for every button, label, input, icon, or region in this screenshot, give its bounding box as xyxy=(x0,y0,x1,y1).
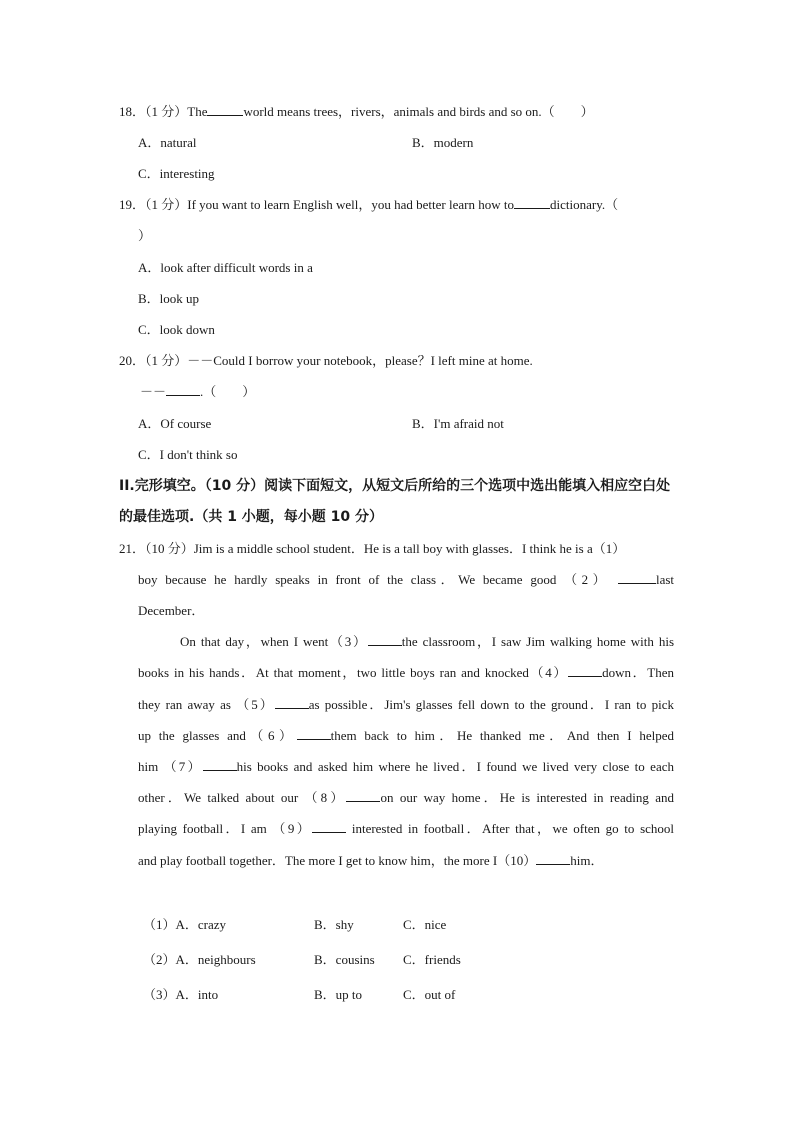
answer-blank xyxy=(536,853,570,865)
choice-3-a: （3）A．into xyxy=(143,987,219,1002)
choice-2-a: （2）A．neighbours xyxy=(143,952,256,967)
passage-line-4: On that day，when I went（3） the classroom，I saw Jim walking home with his xyxy=(180,634,675,649)
question-19-stem-end: dictionary.（ xyxy=(549,197,619,212)
passage-line-2: boy because he hardly speaks in front of the class．We became good （2） last xyxy=(138,572,675,587)
answer-blank xyxy=(568,665,602,677)
option-20-a: A．Of course xyxy=(138,416,212,431)
option-18-c: C．interesting xyxy=(138,166,215,181)
answer-blank xyxy=(203,759,237,771)
option-18-a: A．natural xyxy=(138,135,197,150)
choice-3-c: C．out of xyxy=(403,987,456,1002)
answer-blank xyxy=(312,821,346,833)
passage-line-6: they ran away as （5） as possible．Jim's glasses fell down to the ground．I ran to pick xyxy=(138,697,674,712)
passage-line-1: 21．（10 分）Jim is a middle school student．He is a tall boy with glasses．I think he is a（1） xyxy=(119,541,626,556)
question-20-response xyxy=(140,384,255,400)
question-19-stem-continuation: ） xyxy=(138,228,152,243)
passage-line-3: December． xyxy=(138,603,205,618)
answer-blank xyxy=(368,634,402,646)
response-dashes: －－ xyxy=(140,384,167,399)
answer-blank xyxy=(346,790,380,802)
answer-blank xyxy=(166,384,200,396)
choice-1-c: C．nice xyxy=(403,917,447,932)
question-19-stem-start: 19．（1 分）If you want to learn English well，you had better learn how to xyxy=(119,197,514,212)
question-18 xyxy=(119,104,594,120)
option-20-c: C．I don't think so xyxy=(138,447,238,462)
passage-line-7: up the glasses and（6） them back to him．He thanked me．And then I helped xyxy=(138,728,675,743)
passage-line-10: playing football．I am （9） interested in football．After that，we often go to school xyxy=(138,821,675,836)
question-20: 20．（1 分）－－Could I borrow your notebook，please？I left mine at home. xyxy=(119,353,533,368)
option-19-b: B．look up xyxy=(138,291,200,306)
option-18-b: B．modern xyxy=(412,135,474,150)
choice-1-a: （1）A．crazy xyxy=(143,917,227,932)
section-heading-line-2: 的最佳选项.（共 1 小题，每小题 10 分） xyxy=(119,509,384,525)
answer-blank xyxy=(618,572,656,584)
passage-line-11: and play football together．The more I get to know him，the more I（10） him． xyxy=(138,853,604,868)
question-18-stem-start: 18．（1 分）The xyxy=(119,104,208,119)
answer-blank xyxy=(297,728,331,740)
section-heading-line-1: II.完形填空。（10 分）阅读下面短文，从短文后所给的三个选项中选出能填入相应空白处 xyxy=(119,478,671,494)
question-19 xyxy=(119,197,618,213)
question-18-stem-end: world means trees，rivers，animals and birds and so on.（ ） xyxy=(243,104,594,119)
choice-3-b: B．up to xyxy=(314,987,363,1002)
answer-blank xyxy=(514,197,550,209)
choice-1-b: B．shy xyxy=(314,917,354,932)
response-end: .（ ） xyxy=(200,384,256,399)
answer-blank xyxy=(207,104,243,116)
passage-line-5: books in his hands．At that moment，two little boys ran and knocked（4） down．Then xyxy=(138,665,674,680)
choice-2-c: C．friends xyxy=(403,952,461,967)
option-19-c: C．look down xyxy=(138,322,215,337)
answer-blank xyxy=(275,697,309,709)
choice-2-b: B．cousins xyxy=(314,952,375,967)
passage-line-8: him （7） his books and asked him where he lived．I found we lived very close to each xyxy=(138,759,674,774)
option-19-a: A．look after difficult words in a xyxy=(138,260,313,275)
option-20-b: B．I'm afraid not xyxy=(412,416,504,431)
passage-line-9: other．We talked about our （8） on our way home．He is interested in reading and xyxy=(138,790,674,805)
